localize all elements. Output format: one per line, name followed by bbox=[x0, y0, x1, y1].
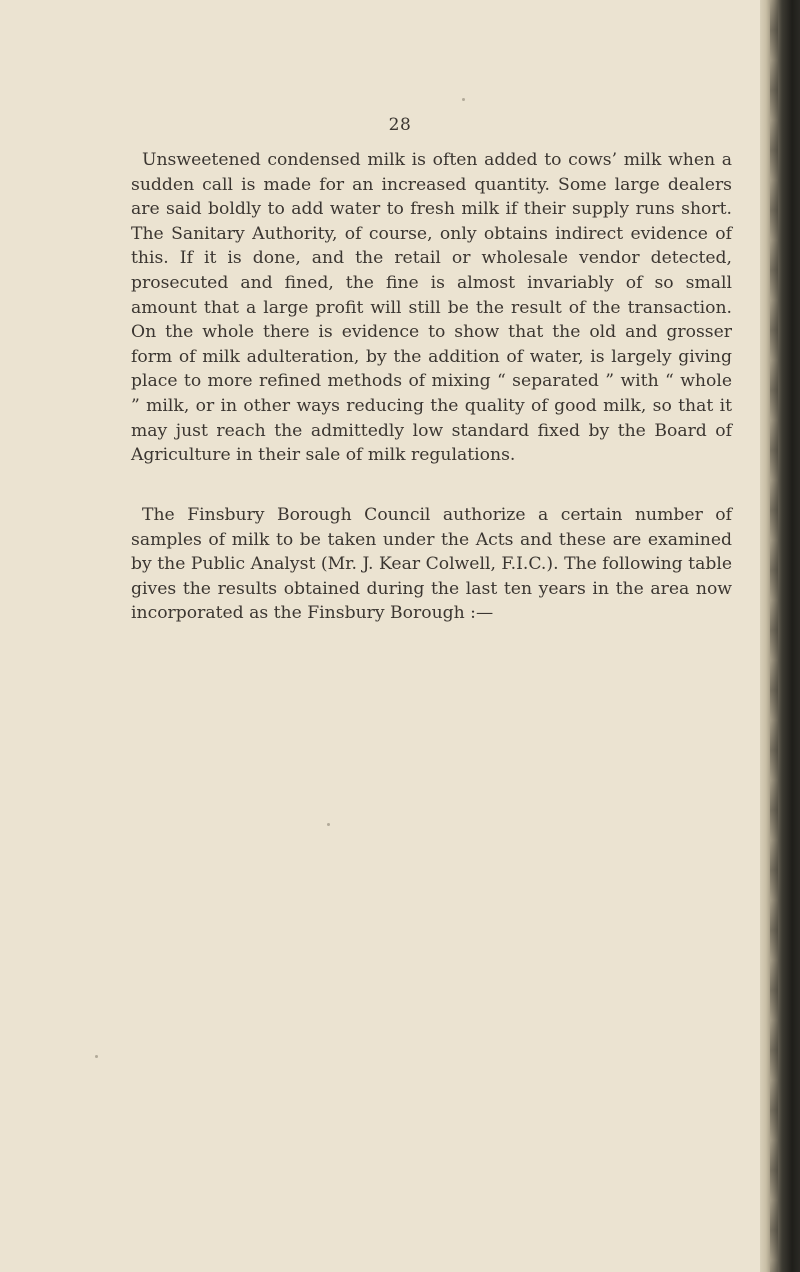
paper-speck bbox=[327, 823, 330, 826]
paragraph-milk-adulteration bbox=[131, 148, 732, 468]
paragraph-text: The Finsbury Borough Council authorize a certain number of samples of milk to be taken under the Acts and these are examined by the Public Analyst (Mr. J. Kear Colwell, F.I.C.). The following table gives the results obtained during the last ten years in the area now incorporated as the Finsbury Borough :— bbox=[131, 505, 732, 624]
page-number: 28 bbox=[388, 115, 412, 135]
page-edge-shadow bbox=[770, 0, 778, 1272]
paper-speck bbox=[462, 98, 465, 101]
paper-speck bbox=[95, 1055, 98, 1058]
paragraph-text: Unsweetened condensed milk is often added to cows’ milk when a sudden call is made for an increased quantity. Some large dealers are said boldly to add water to fresh milk if their supply runs short. The Sanitary Authority, of course, only obtains indirect evidence of this. If it is done, and the retail or wholesale vendor detected, prosecuted and fined, the fine is almost invariably of so small amount that a large profit will still be the result of the transaction. On the whole there is evidence to show that the old and grosser form of milk adulteration, by the addition of water, is largely giving place to more refined methods of mixing “ separated ” with “ whole ” milk, or in other ways reducing the quality of good milk, so that it may just reach the admittedly low standard fixed by the Board of Agriculture in their sale of milk regulations. bbox=[131, 150, 732, 466]
page-binding-edge bbox=[760, 0, 800, 1272]
paragraph-finsbury-samples bbox=[131, 503, 732, 626]
